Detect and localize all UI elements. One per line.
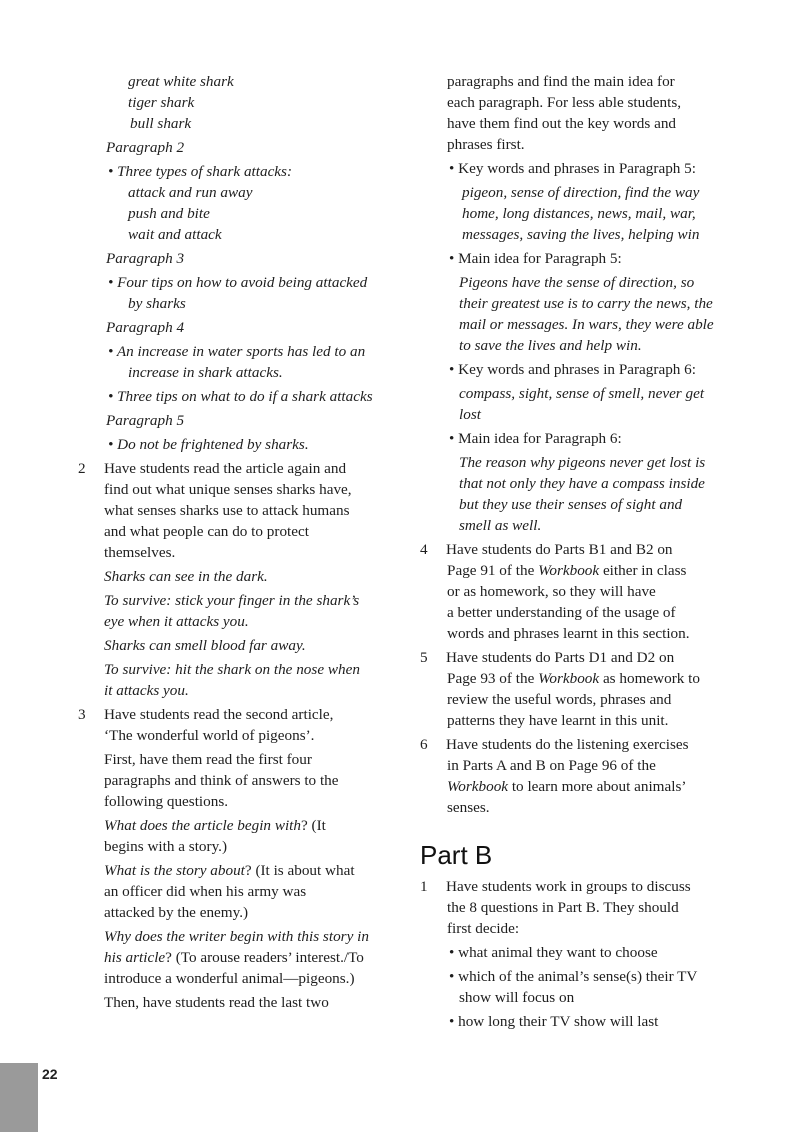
text-line: [78, 92, 408, 113]
text-segment: by sharks: [128, 295, 186, 312]
text-line: [78, 434, 408, 455]
text-line: [420, 710, 750, 731]
text-line: [420, 452, 750, 473]
text-segment: either in class: [599, 562, 687, 579]
text-segment: as homework to: [599, 670, 700, 687]
text-segment: following questions.: [104, 793, 229, 810]
text-segment: paragraphs and think of answers to the: [104, 772, 339, 789]
text-line: [420, 987, 750, 1008]
text-line: [420, 876, 750, 897]
text-segment: ? (It: [301, 817, 326, 834]
text-segment: attack and run away: [128, 184, 253, 201]
text-segment: ? (To arouse readers’ interest./To: [165, 949, 364, 966]
text-line: [420, 734, 750, 755]
text-line: [78, 203, 408, 224]
text-segment: Have students work in groups to discuss: [446, 878, 691, 895]
text-line: [78, 611, 408, 632]
text-segment: • how long their TV show will last: [449, 1013, 659, 1030]
text-segment: or as homework, so they will have: [447, 583, 656, 600]
text-line: [78, 248, 408, 269]
text-segment: lost: [459, 406, 481, 423]
text-segment: mail or messages. In wars, they were able: [459, 316, 714, 333]
text-line: [420, 248, 750, 269]
text-segment: Why does the writer begin with this story in: [104, 928, 369, 945]
text-line: [420, 776, 750, 797]
text-segment: What is the story about: [104, 862, 245, 879]
text-line: [420, 623, 750, 644]
text-segment: • Three types of shark attacks:: [108, 163, 293, 180]
text-line: [420, 539, 750, 560]
text-segment: • what animal they want to choose: [449, 944, 658, 961]
text-segment: • Main idea for Paragraph 6:: [449, 430, 622, 447]
text-line: [420, 203, 750, 224]
text-segment: ‘The wonderful world of pigeons’.: [104, 727, 315, 744]
text-line: [78, 566, 408, 587]
text-line: [78, 182, 408, 203]
text-line: [78, 458, 408, 479]
text-segment: Have students read the article again and: [104, 460, 347, 477]
text-segment: Sharks can see in the dark.: [104, 568, 268, 585]
text-line: [420, 473, 750, 494]
text-segment: a better understanding of the usage of: [447, 604, 676, 621]
text-line: [420, 755, 750, 776]
text-segment: • Main idea for Paragraph 5:: [449, 250, 622, 267]
text-segment: • Do not be frightened by sharks.: [108, 436, 309, 453]
text-segment: begins with a story.): [104, 838, 228, 855]
text-segment: paragraphs and find the main idea for: [447, 73, 675, 90]
text-line: [420, 335, 750, 356]
text-segment: Sharks can smell blood far away.: [104, 637, 306, 654]
text-segment: Then, have students read the last two: [104, 994, 329, 1011]
text-segment: eye when it attacks you.: [104, 613, 249, 630]
text-line: [78, 860, 408, 881]
text-segment: introduce a wonderful animal—pigeons.): [104, 970, 355, 987]
text-segment: What does the article begin with: [104, 817, 301, 834]
text-segment: Paragraph 4: [106, 319, 185, 336]
text-line: [420, 314, 750, 335]
text-segment: push and bite: [128, 205, 210, 222]
text-segment: Have students do the listening exercises: [446, 736, 689, 753]
text-line: [78, 590, 408, 611]
text-line: [420, 897, 750, 918]
text-line: [420, 1011, 750, 1032]
item-number: 1: [420, 878, 428, 895]
text-line: [78, 926, 408, 947]
text-segment: pigeon, sense of direction, find the way: [462, 184, 700, 201]
text-segment: the 8 questions in Part B. They should: [447, 899, 679, 916]
text-segment: Workbook: [447, 778, 509, 795]
section-heading: Part B: [420, 840, 493, 870]
text-line: [78, 293, 408, 314]
text-segment: words and phrases learnt in this section.: [447, 625, 690, 642]
text-line: [78, 71, 408, 92]
text-segment: Paragraph 2: [106, 139, 185, 156]
text-line: [78, 770, 408, 791]
text-line: [78, 635, 408, 656]
text-segment: Have students read the second article,: [104, 706, 334, 723]
text-segment: Paragraph 3: [106, 250, 185, 267]
text-line: [78, 815, 408, 836]
text-line: [420, 966, 750, 987]
text-line: [78, 224, 408, 245]
page-number: 22: [42, 1066, 58, 1082]
text-segment: great white shark: [128, 73, 234, 90]
text-line: [78, 521, 408, 542]
text-segment: messages, saving the lives, helping win: [462, 226, 700, 243]
text-segment: ? (It is about what: [244, 862, 355, 879]
text-line: [78, 479, 408, 500]
text-line: [78, 791, 408, 812]
text-line: [78, 362, 408, 383]
text-segment: review the useful words, phrases and: [447, 691, 672, 708]
text-line: [420, 293, 750, 314]
text-segment: it attacks you.: [104, 682, 189, 699]
text-line: [78, 341, 408, 362]
text-line: [78, 137, 408, 158]
text-line: [78, 659, 408, 680]
text-line: [78, 680, 408, 701]
item-number: 2: [78, 460, 86, 477]
text-line: [420, 158, 750, 179]
text-segment: Page 91 of the: [447, 562, 539, 579]
text-line: [420, 272, 750, 293]
text-segment: • Key words and phrases in Paragraph 5:: [449, 160, 696, 177]
text-segment: Paragraph 5: [106, 412, 185, 429]
text-line: [420, 383, 750, 404]
text-segment: an officer did when his army was: [104, 883, 307, 900]
text-line: [78, 902, 408, 923]
text-segment: The reason why pigeons never get lost is: [459, 454, 706, 471]
text-segment: • Four tips on how to avoid being attacked: [108, 274, 368, 291]
text-line: [420, 182, 750, 203]
text-segment: show will focus on: [459, 989, 575, 1006]
item-number: 6: [420, 736, 428, 753]
text-line: [420, 404, 750, 425]
text-line: [420, 515, 750, 536]
text-segment: to save the lives and help win.: [459, 337, 642, 354]
text-line: [78, 992, 408, 1013]
text-segment: compass, sight, sense of smell, never get: [459, 385, 705, 402]
text-line: [420, 689, 750, 710]
text-segment: Workbook: [538, 562, 600, 579]
text-segment: that not only they have a compass inside: [459, 475, 705, 492]
text-segment: smell as well.: [459, 517, 542, 534]
text-line: [78, 386, 408, 407]
text-segment: Pigeons have the sense of direction, so: [459, 274, 695, 291]
text-segment: To survive: hit the shark on the nose when: [104, 661, 360, 678]
text-line: [78, 749, 408, 770]
text-segment: have them find out the key words and: [447, 115, 677, 132]
text-segment: patterns they have learnt in this unit.: [447, 712, 669, 729]
text-segment: • which of the animal’s sense(s) their TV: [449, 968, 698, 985]
right-column: [420, 71, 750, 1032]
text-line: [420, 113, 750, 134]
text-line: [420, 668, 750, 689]
text-segment: but they use their senses of sight and: [459, 496, 683, 513]
text-line: [420, 224, 750, 245]
text-segment: their greatest use is to carry the news, the: [459, 295, 713, 312]
text-line: [420, 797, 750, 818]
text-segment: his article: [104, 949, 166, 966]
text-segment: To survive: stick your finger in the shark’s: [104, 592, 360, 609]
page-tab: [0, 1063, 38, 1132]
text-segment: senses.: [447, 799, 490, 816]
text-line: [420, 134, 750, 155]
text-segment: tiger shark: [128, 94, 195, 111]
text-segment: bull shark: [130, 115, 192, 132]
item-number: 4: [420, 541, 428, 558]
text-segment: • An increase in water sports has led to an: [108, 343, 366, 360]
text-line: [78, 317, 408, 338]
text-line: [420, 92, 750, 113]
text-line: [420, 428, 750, 449]
text-line: [78, 113, 408, 134]
text-segment: each paragraph. For less able students,: [447, 94, 682, 111]
text-segment: Page 93 of the: [447, 670, 539, 687]
text-line: [78, 410, 408, 431]
text-segment: and what people can do to protect: [104, 523, 309, 540]
text-segment: Have students do Parts B1 and B2 on: [446, 541, 673, 558]
text-segment: increase in shark attacks.: [128, 364, 283, 381]
text-segment: phrases first.: [447, 136, 525, 153]
text-line: [420, 71, 750, 92]
text-line: [78, 272, 408, 293]
left-column: [78, 71, 408, 1013]
text-segment: attacked by the enemy.): [104, 904, 249, 921]
text-line: [78, 161, 408, 182]
text-line: [78, 968, 408, 989]
text-segment: wait and attack: [128, 226, 222, 243]
item-number: 5: [420, 649, 428, 666]
text-segment: in Parts A and B on Page 96 of the: [447, 757, 656, 774]
text-line: [420, 918, 750, 939]
text-segment: what senses sharks use to attack humans: [104, 502, 350, 519]
text-line: [420, 560, 750, 581]
text-segment: find out what unique senses sharks have,: [104, 481, 352, 498]
text-segment: first decide:: [447, 920, 520, 937]
text-line: [78, 500, 408, 521]
text-segment: Workbook: [538, 670, 600, 687]
text-line: [420, 602, 750, 623]
text-line: [420, 581, 750, 602]
text-segment: • Key words and phrases in Paragraph 6:: [449, 361, 696, 378]
text-line: [78, 542, 408, 563]
text-segment: Have students do Parts D1 and D2 on: [446, 649, 675, 666]
item-number: 3: [78, 706, 86, 723]
text-segment: home, long distances, news, mail, war,: [462, 205, 696, 222]
text-line: [78, 881, 408, 902]
text-line: [78, 947, 408, 968]
text-segment: First, have them read the first four: [104, 751, 312, 768]
text-segment: • Three tips on what to do if a shark attacks: [108, 388, 373, 405]
text-line: [420, 494, 750, 515]
text-line: [78, 725, 408, 746]
text-line: [420, 942, 750, 963]
text-line: [420, 647, 750, 668]
text-line: [78, 836, 408, 857]
text-line: [78, 704, 408, 725]
text-line: [420, 359, 750, 380]
text-segment: to learn more about animals’: [508, 778, 687, 795]
text-segment: themselves.: [104, 544, 176, 561]
